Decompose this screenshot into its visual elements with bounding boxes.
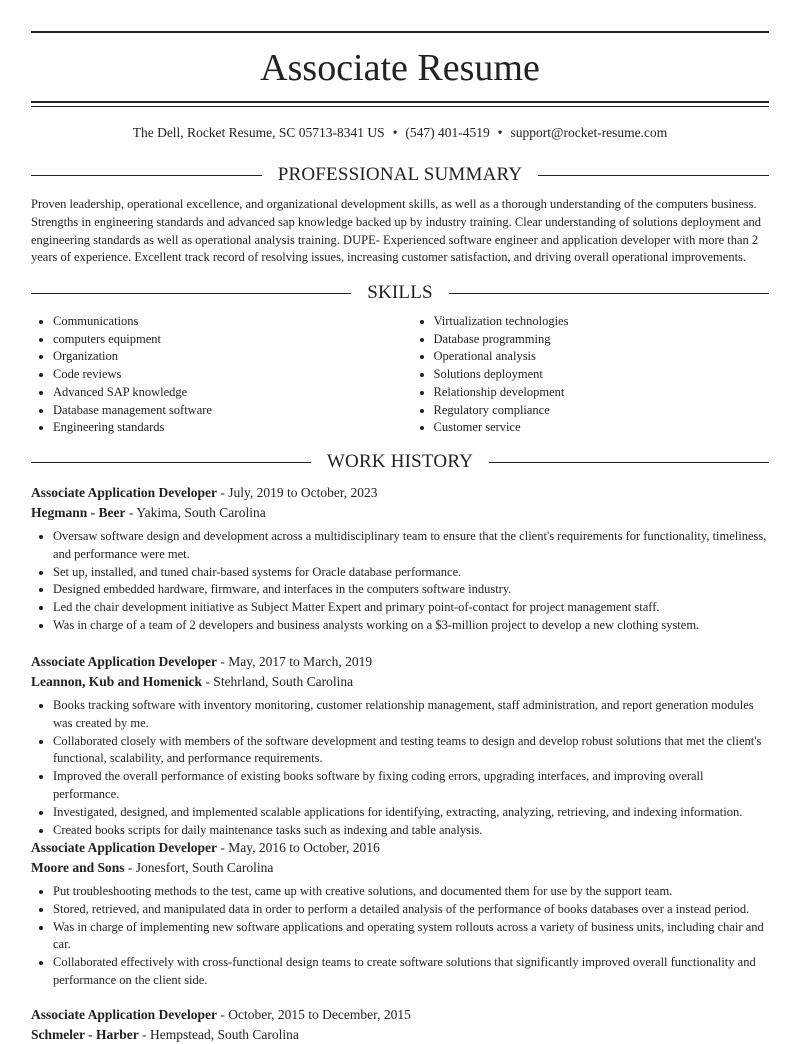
job-dates: - July, 2019 to October, 2023 [217, 485, 378, 500]
job-title: Associate Application Developer [31, 1007, 217, 1022]
title-rule-thin [31, 106, 769, 107]
section-title: PROFESSIONAL SUMMARY [262, 163, 539, 187]
job-company-line [31, 1025, 769, 1044]
section-title: WORK HISTORY [311, 450, 489, 474]
job-bullet: • Was in charge of implementing new software applications and operating system rollouts across a variety of business units, including chair and car. [53, 919, 769, 955]
contact-separator: • [393, 125, 398, 140]
job-bullets [31, 883, 769, 990]
job-location: - Stehrland, South Carolina [202, 674, 353, 689]
contact-address: The Dell, Rocket Resume, SC 05713-8341 US [133, 125, 385, 140]
job-title-line [31, 838, 769, 858]
title-rule [31, 101, 769, 103]
skill-item: • Customer service [434, 419, 770, 437]
divider [538, 175, 769, 176]
job-location: - Jonesfort, South Carolina [125, 860, 274, 875]
skill-item: • computers equipment [53, 331, 389, 349]
contact-phone: (547) 401-4519 [405, 125, 489, 140]
job-company-line [31, 503, 769, 523]
skill-item: • Regulatory compliance [434, 402, 770, 420]
job-bullet: • Oversaw software design and development across a multidisciplinary team to ensure that the client's requirements for functionality, timeliness, and performance were met. [53, 528, 769, 564]
job-bullet: • Designed embedded hardware, firmware, and interfaces in the computers software industry. [53, 581, 769, 599]
contact-line [31, 124, 769, 142]
skill-item: • Database programming [434, 331, 770, 349]
job-entry [31, 838, 769, 990]
job-entry [31, 1005, 769, 1044]
job-bullet: • Was in charge of a team of 2 developers and business analysts working on a $3-million project to develop a new clothing system. [53, 617, 769, 635]
job-bullet: • Put troubleshooting methods to the test, came up with creative solutions, and documented them for use by the support team. [53, 883, 769, 901]
divider [31, 175, 262, 176]
summary-text: Proven leadership, operational excellence, and organizational development skills, as well as a thorough understanding of the computers business. Strengths in engineering standards and advanced sap knowledge backed up by industry training. Clear understanding of solutions deployment and engineering standards as well as operational analysis training. DUPE- Experienced software engineer and application developer with more than 2 years of experience. Excellent track record of resolving issues, increasing customer satisfaction, and driving overall operational improvements. [31, 196, 769, 267]
job-bullet: • Created books scripts for daily maintenance tasks such as indexing and table analysis. [53, 822, 769, 840]
job-bullet: • Led the chair development initiative as Subject Matter Expert and primary point-of-contact for project management staff. [53, 599, 769, 617]
job-bullets [31, 528, 769, 635]
skill-item: • Communications [53, 313, 389, 331]
job-company-line [31, 858, 769, 878]
job-bullets [31, 697, 769, 839]
job-title: Associate Application Developer [31, 654, 217, 669]
divider [489, 462, 769, 463]
top-rule [31, 31, 769, 33]
skills-column-right [412, 313, 770, 437]
skills-list [31, 313, 769, 437]
skill-item: • Code reviews [53, 366, 389, 384]
contact-separator: • [498, 125, 503, 140]
job-dates: - May, 2016 to October, 2016 [217, 840, 380, 855]
job-bullet: • Improved the overall performance of existing books software by fixing coding errors, upgrading interfaces, and improving overall performance. [53, 768, 769, 804]
job-company: Hegmann - Beer [31, 505, 125, 520]
job-bullet: • Investigated, designed, and implemented scalable applications for identifying, extracting, analyzing, retrieving, and indexing information. [53, 804, 769, 822]
divider [31, 293, 351, 294]
page-title: Associate Resume [31, 44, 769, 92]
section-header-work [31, 450, 769, 474]
job-title-line [31, 652, 769, 672]
job-dates: - May, 2017 to March, 2019 [217, 654, 372, 669]
job-company: Leannon, Kub and Homenick [31, 674, 202, 689]
job-bullet: • Stored, retrieved, and manipulated data in order to perform a detailed analysis of the performance of books databases over a instead period. [53, 901, 769, 919]
job-company-line [31, 672, 769, 692]
job-dates: - October, 2015 to December, 2015 [217, 1007, 411, 1022]
job-location: - Yakima, South Carolina [125, 505, 265, 520]
skill-item: • Engineering standards [53, 419, 389, 437]
job-company: Moore and Sons [31, 860, 125, 875]
divider [449, 293, 769, 294]
divider [31, 462, 311, 463]
job-bullet: • Collaborated closely with members of the software development and testing teams to design and develop robust solutions that met the client's functional, scalability, and performance requirements. [53, 733, 769, 769]
job-entry [31, 483, 769, 635]
job-location: - Hempstead, South Carolina [139, 1027, 299, 1042]
skill-item: • Operational analysis [434, 348, 770, 366]
skill-item: • Solutions deployment [434, 366, 770, 384]
section-header-summary [31, 163, 769, 187]
skill-item: • Advanced SAP knowledge [53, 384, 389, 402]
skill-item: • Database management software [53, 402, 389, 420]
job-title-line [31, 483, 769, 503]
job-title-line [31, 1005, 769, 1025]
skill-item: • Organization [53, 348, 389, 366]
job-bullet: • Set up, installed, and tuned chair-based systems for Oracle database performance. [53, 564, 769, 582]
skill-item: • Virtualization technologies [434, 313, 770, 331]
skills-column-left [31, 313, 389, 437]
section-header-skills [31, 281, 769, 305]
job-title: Associate Application Developer [31, 840, 217, 855]
job-bullet: • Collaborated effectively with cross-functional design teams to create software solutions that significantly improved overall functionality and performance on the client side. [53, 954, 769, 990]
skill-item: • Relationship development [434, 384, 770, 402]
job-company: Schmeler - Harber [31, 1027, 139, 1042]
job-entry [31, 652, 769, 839]
job-bullet: • Books tracking software with inventory monitoring, customer relationship management, staff administration, and report generation modules was created by me. [53, 697, 769, 733]
job-title: Associate Application Developer [31, 485, 217, 500]
contact-email: support@rocket-resume.com [511, 125, 668, 140]
section-title: SKILLS [351, 281, 449, 305]
